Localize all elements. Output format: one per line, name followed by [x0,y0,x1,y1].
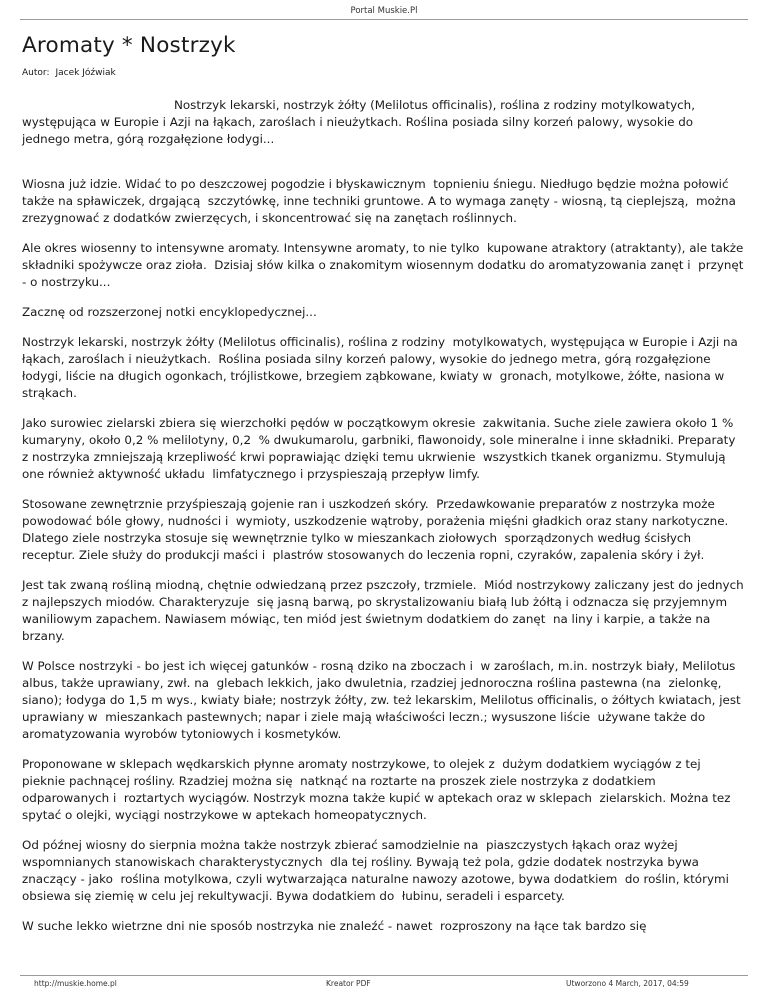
article-title: Aromaty * Nostrzyk [22,33,236,58]
footer-divider [20,975,748,976]
body-paragraph: Stosowane zewnętrznie przyśpieszają gojenie ran i uszkodzeń skóry. Przedawkowanie preparatów z nostrzyka może powodować bóle głowy, nudności i wymioty, uszkodzenie wątroby, porażenia mięśni gładkich oraz stany narkotyczne. Dlatego ziele nostrzyka stosuje się wewnętrznie tylko w mieszankach ziołowych sporządzonych według ścisłych receptur. Ziele służy do produkcji maści i plastrów stosowanych do leczenia ropni, czyraków, zapalenia skóry i żył. [22,497,736,562]
body-paragraph: W suche lekko wietrzne dni nie sposób nostrzyka nie znaleźć - nawet rozproszony na łące tak bardzo się [22,919,647,933]
footer-url[interactable]: http://muskie.home.pl [34,979,117,988]
header-divider [20,19,748,20]
author-line [22,68,116,78]
body-paragraph: Jest tak zwaną rośliną miodną, chętnie odwiedzaną przez pszczoły, trzmiele. Miód nostrzykowy zaliczany jest do jednych z najlepszych miodów. Charakteryzuje się jasną barwą, po skrystalizowaniu białą lub żółtą i odznacza się przyjemnym waniliowym zapachem. Nawiasem mówiąc, ten miód jest świetnym dodatkiem do zanęt na liny i karpie, a także na brzany. [22,578,748,643]
author-label: Autor: [22,68,50,78]
body-paragraph: Jako surowiec zielarski zbiera się wierzchołki pędów w początkowym okresie zakwitania. Suche ziele zawiera około 1 % kumaryny, około 0,2 % melilotyny, 0,2 % dwukumarolu, garbniki, flawonoidy, sole mineralne i inne składniki. Preparaty z nostrzyka zmniejszają krzepliwość krwi poprawiając dzięki temu ukrwienie wszystkich tkanek organizmu. Stymulują one również aktywność układu limfatycznego i przyspieszają przepływ limfy. [22,416,743,481]
body-paragraph: Od późnej wiosny do sierpnia można także nostrzyk zbierać samodzielnie na piaszczystych łąkach oraz wyżej wspomnianych stanowiskach charakterystycznych dla tej rośliny. Bywają też pola, gdzie dodatek nostrzyka bywa znaczący - jako roślina motylkowa, czyli wytwarzająca naturalne nawozy azotowe, bywa dodatkiem do roślin, którymi obsiewa się ziemię w celu jej rekultywacji. Bywa dodatkiem do łubinu, seradeli i esparcety. [22,838,733,903]
author-name: Jacek Jóźwiak [55,68,116,78]
body-paragraph: Wiosna już idzie. Widać to po deszczowej pogodzie i błyskawicznym topnieniu śniegu. Niedługo będzie można połowić także na spławiczek, drgającą szczytówkę, inne techniki gruntowe. A to wymaga zanęty - wiosną, tą cieplejszą, można zrezygnować z dodatków zwierzęcych, i skoncentrować się na zanętach roślinnych. [22,177,740,225]
article-lead: Nostrzyk lekarski, nostrzyk żółty (Melilotus officinalis), roślina z rodziny motylkowatych, występująca w Europie i Azji na łąkach, zaroślach i nieużytkach. Roślina posiada silny korzeń palowy, wysokie do jednego metra, górą rozgałęzione łodygi... [22,98,695,146]
footer-generator: Kreator PDF [326,979,371,988]
article-body [22,176,748,948]
footer-created-date: Utworzono 4 March, 2017, 04:59 [566,979,689,988]
body-paragraph: Ale okres wiosenny to intensywne aromaty. Intensywne aromaty, to nie tylko kupowane atraktory (atraktanty), ale także składniki spożywcze oraz zioła. Dzisiaj słów kilka o znakomitym wiosennym dodatku do aromatyzowania zanęt i przynęt - o nostrzyku... [22,241,748,289]
body-paragraph: Nostrzyk lekarski, nostrzyk żółty (Melilotus officinalis), roślina z rodziny motylkowatych, występująca w Europie i Azji na łąkach, zaroślach i nieużytkach. Roślina posiada silny korzeń palowy, wysokie do jednego metra, górą rozgałęzione łodygi, liście na długich ogonkach, trójlistkowe, brzegiem ząbkowane, kwiaty w gronach, motylkowe, żółte, nasiona w strąkach. [22,335,742,400]
site-header: Portal Muskie.Pl [350,6,418,16]
body-paragraph: W Polsce nostrzyki - bo jest ich więcej gatunków - rosną dziko na zboczach i w zaroślach, m.in. nostrzyk biały, Melilotus albus, także uprawiany, zwł. na glebach lekkich, jako dwuletnia, rzadziej jednoroczna roślina pastewna (na zielonkę, siano); łodyga do 1,5 m wys., kwiaty białe; nostrzyk żółty, zw. też lekarskim, Melilotus officinalis, o żółtych kwiatach, jest uprawiany w mieszankach pastewnych; napar i ziele mają właściwości leczn.; wysuszone liście używane także do aromatyzowania wyrobów tytoniowych i kosmetyków. [22,659,745,741]
body-paragraph: Proponowane w sklepach wędkarskich płynne aromaty nostrzykowe, to olejek z dużym dodatkiem wyciągów z tej pieknie pachnącej rośliny. Rzadziej można się natknąć na roztarte na proszek ziele nostrzyka z dodatkiem odparowanych i roztartych wyciągów. Nostrzyk mozna także kupić w aptekach oraz w sklepach zielarskich. Można tez spytać o olejki, wyciągi nostrzykowe w aptekach homeopatycznych. [22,757,735,822]
body-paragraph: Zacznę od rozszerzonej notki encyklopedycznej... [22,305,317,319]
